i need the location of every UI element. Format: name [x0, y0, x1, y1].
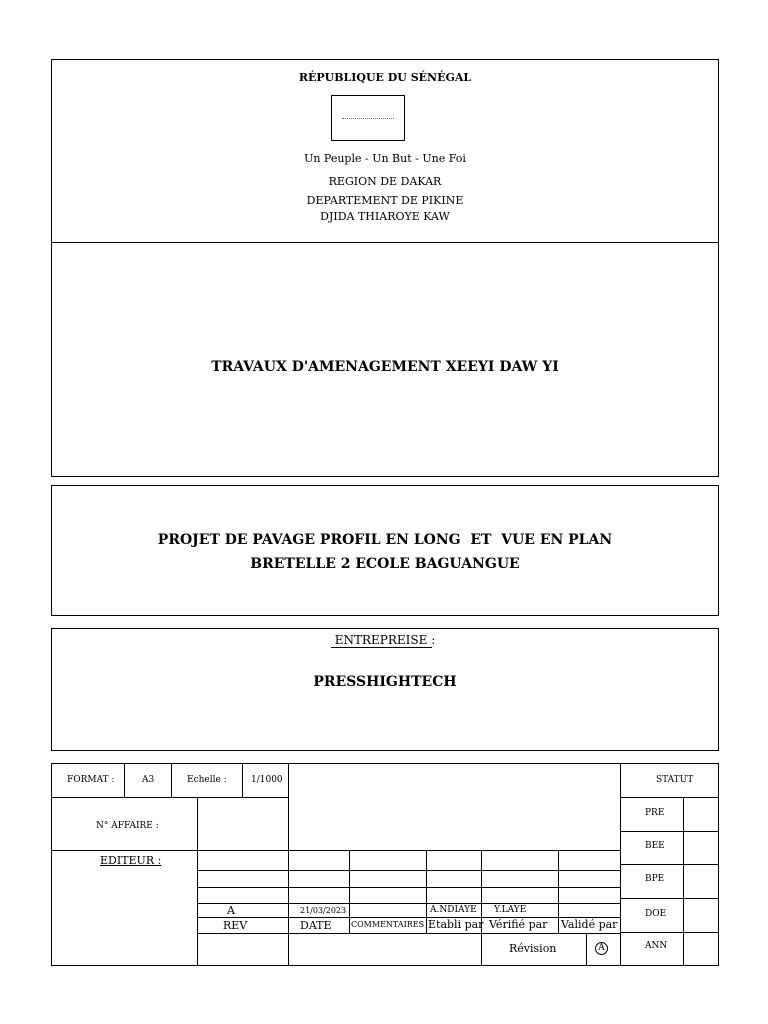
- header-block: [51, 59, 719, 243]
- statut-label: STATUT: [656, 775, 694, 785]
- revision-mark-icon: [595, 942, 608, 955]
- cartouche: [51, 763, 719, 966]
- company-label-underline: [331, 647, 432, 648]
- header-etabli: Etabli par: [428, 918, 484, 931]
- works-title: TRAVAUX D'AMENAGEMENT XEEYI DAW YI: [211, 359, 559, 375]
- title-block: [51, 242, 719, 477]
- national-motto: Un Peuple - Un But - Une Foi: [304, 152, 466, 165]
- format-value: A3: [142, 775, 155, 785]
- commune-label: DJIDA THIAROYE KAW: [320, 210, 450, 223]
- scale-label: Echelle :: [187, 775, 227, 785]
- rev-value: A: [227, 904, 235, 917]
- header-rev: REV: [223, 919, 248, 932]
- header-valide: Validé par: [561, 918, 618, 931]
- project-title-line1: PROJET DE PAVAGE PROFIL EN LONG ET VUE EN PLAN: [157, 532, 613, 548]
- header-date: DATE: [300, 919, 332, 932]
- affaire-label: N° AFFAIRE :: [96, 821, 159, 831]
- revision-mark: A: [598, 943, 605, 953]
- statut-bee: BEE: [645, 841, 665, 851]
- revision-label: Révision: [509, 942, 557, 955]
- emblem-placeholder: [331, 95, 405, 141]
- etabli-value: A.NDIAYE: [430, 905, 477, 915]
- region-label: REGION DE DAKAR: [328, 175, 442, 188]
- statut-doe: DOE: [645, 909, 667, 919]
- republic-title: RÉPUBLIQUE DU SÉNÉGAL: [298, 71, 472, 84]
- company-name: PRESSHIGHTECH: [313, 674, 457, 690]
- project-title-line2: BRETELLE 2 ECOLE BAGUANGUE: [250, 556, 520, 572]
- format-label: FORMAT :: [67, 775, 115, 785]
- header-commentaires: COMMENTAIRES: [351, 920, 425, 929]
- editeur-label: EDITEUR :: [100, 854, 162, 867]
- verifie-value: Y.LAYE: [494, 905, 527, 915]
- date-value: 21/03/2023: [300, 906, 347, 915]
- scale-value: 1/1000: [251, 775, 283, 785]
- company-label: ENTREPREISE :: [334, 633, 436, 647]
- statut-bpe: BPE: [645, 874, 665, 884]
- statut-pre: PRE: [645, 808, 665, 818]
- department-label: DEPARTEMENT DE PIKINE: [306, 194, 464, 207]
- project-block: [51, 485, 719, 616]
- statut-ann: ANN: [645, 941, 668, 951]
- header-verifie: Vérifié par: [489, 918, 548, 931]
